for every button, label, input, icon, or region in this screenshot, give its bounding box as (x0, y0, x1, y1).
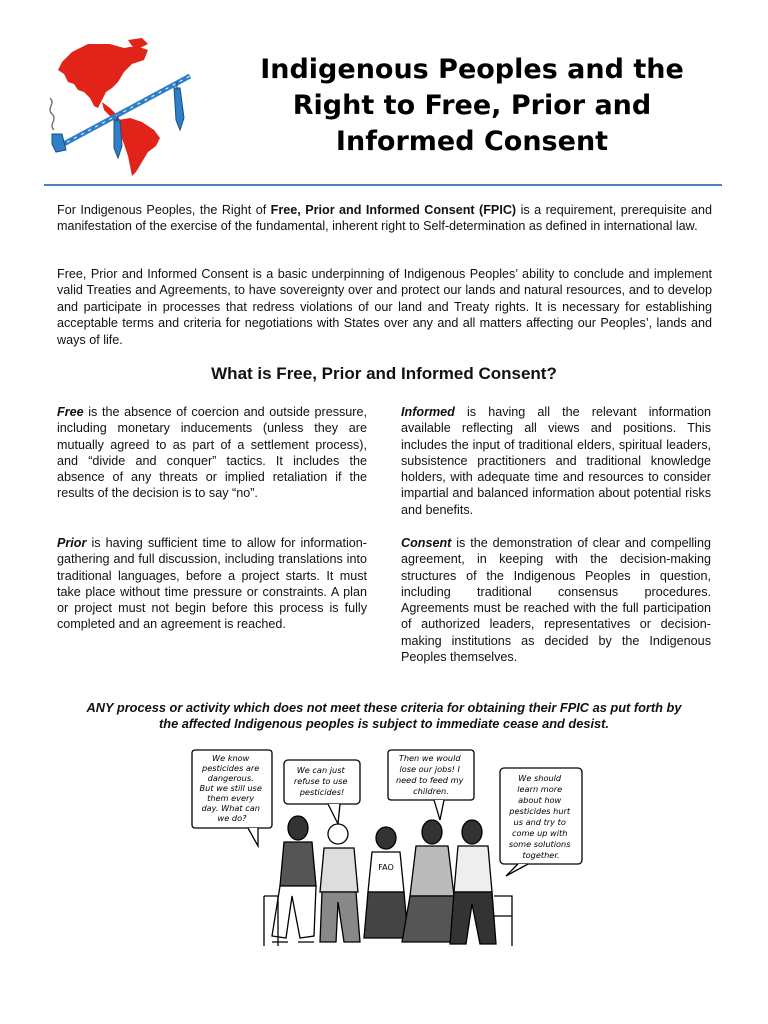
title-line-1: Indigenous Peoples and the (260, 54, 684, 85)
person-3-figure (364, 827, 408, 938)
discussion-cartoon (188, 746, 588, 958)
term-informed: Informed (401, 405, 455, 419)
person-5-figure (450, 820, 496, 944)
section-heading: What is Free, Prior and Informed Consent? (211, 364, 557, 383)
north-america-shape (58, 44, 148, 108)
bubble-2-text: We can just refuse to use pesticides! (293, 765, 348, 797)
intro-paragraph-2: Free, Prior and Informed Consent is a basic underpinning of Indigenous Peoples’ ability to conclude and implement valid Treaties and Agreements, to have sovereignty over and protect our lands and natural resources, and to develop and participate in processes that redress violations of our land and Treaty rights. It is necessary for establishing acceptable terms and criteria for negotiations with States over any and all matters affecting our Peoples’, lands and ways of life. (57, 267, 712, 347)
definition-free: Free is the absence of coercion and outside pressure, including monetary inducements (unless they are mutually agreed to as part of a settlement process), and “divide and conquer” tactics. It includes the absence of any threats or implied retaliation if the results of the decision is to say “no”. (57, 405, 367, 501)
feather-left-icon (114, 120, 122, 158)
bubble-4-text: We should learn more about how pesticides hurt us and try to come up with some solutions together. (508, 773, 571, 860)
feather-right-icon (174, 88, 184, 130)
definition-consent: Consent is the demonstration of clear and compelling agreement, in keeping with the decision-making structures of the Indigenous Peoples in question, including traditional consensus procedures. Agreements must be reached with the full participation of authorized leaders, representatives or decision-making institutions as decided by the Indigenous Peoples themselves. (401, 536, 711, 665)
intro-paragraph-1: For Indigenous Peoples, the Right of Free, Prior and Informed Consent (FPIC) is a requirement, prerequisite and manifestation of the exercise of the fundamental, inherent right to Self-determination as defined in international law. (57, 203, 712, 234)
chair-right (494, 896, 512, 946)
fpic-term: Free, Prior and Informed Consent (FPIC) (270, 203, 517, 217)
cease-and-desist-warning: ANY process or activity which does not meet these criteria for obtaining their FPIC as put forth by the affected Indigenous peoples is subject to immediate cease and desist. (86, 700, 682, 732)
term-prior: Prior (57, 536, 87, 550)
definition-prior: Prior is having sufficient time to allow for information-gathering and full discussion, including translations into traditional languages, before a project starts. It must take place without time pressure or constraints. A plan or project must not begin before this process is fully completed and an agreement is reached. (57, 536, 367, 632)
svg-text:FAO: FAO (378, 863, 394, 872)
term-free: Free (57, 405, 84, 419)
definition-informed: Informed is having all the relevant information available reflecting all views and positions. This includes the input of traditional elders, spiritual leaders, subsistence practitioners and traditional knowledge holders, with adequate time and resources to consider impartial and balanced information about potential risks and benefits. (401, 405, 711, 517)
person-2-figure (320, 824, 360, 942)
bubble-3-text: Then we would lose our jobs! I need to feed my children. (395, 753, 464, 796)
page-title (218, 52, 726, 160)
person-4-figure (402, 820, 458, 942)
south-america-shape (116, 118, 160, 176)
pipe-bowl (52, 134, 66, 152)
smoke-icon (50, 98, 54, 130)
americas-pipe-logo-icon (44, 38, 202, 178)
bubble-1-text: We know pesticides are dangerous. But we still use them every day. What can we do? (199, 753, 262, 823)
term-consent: Consent (401, 536, 452, 550)
header-divider (44, 184, 722, 186)
title-line-2: Right to Free, Prior and (292, 90, 652, 121)
title-line-3: Informed Consent (335, 126, 609, 157)
greenland-shape (128, 38, 148, 48)
